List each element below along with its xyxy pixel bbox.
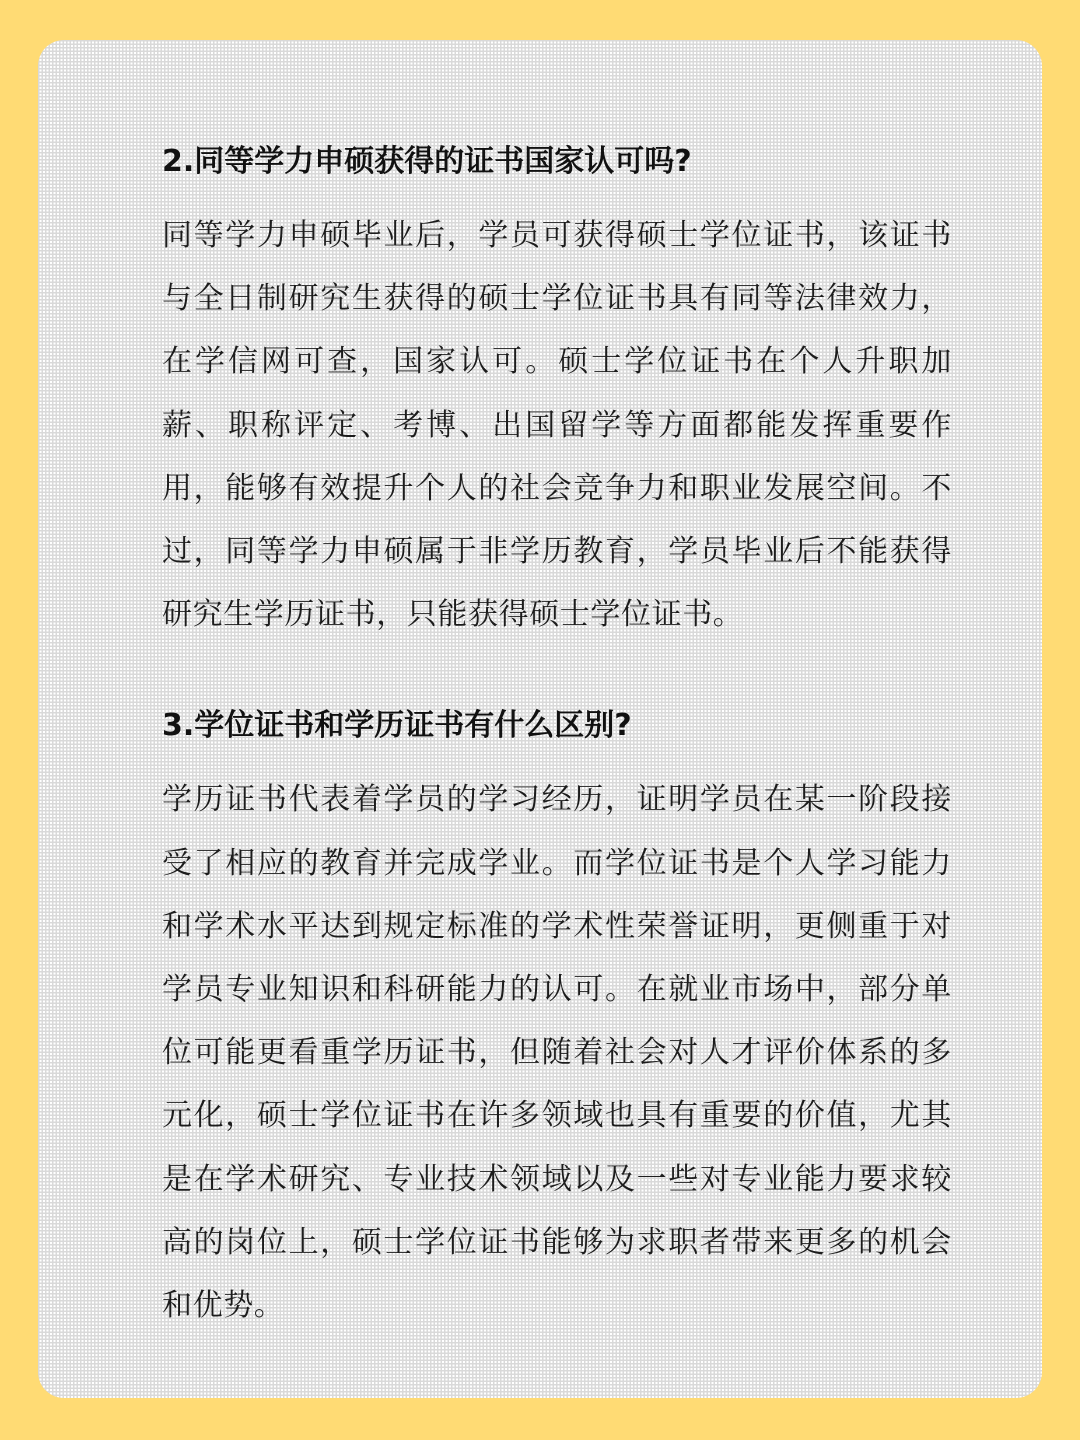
- faq-section-3: [162, 706, 952, 1337]
- section-body: 同等学力申硕毕业后，学员可获得硕士学位证书，该证书与全日制研究生获得的硕士学位证书具有同等法律效力，在学信网可查，国家认可。硕士学位证书在个人升职加薪、职称评定、考博、出国留学等方面都能发挥重要作用，能够有效提升个人的社会竞争力和职业发展空间。不过，同等学力申硕属于非学历教育，学员毕业后不能获得研究生学历证书，只能获得硕士学位证书。: [162, 218, 952, 633]
- article-content: [162, 142, 952, 1337]
- section-body: 学历证书代表着学员的学习经历，证明学员在某一阶段接受了相应的教育并完成学业。而学位证书是个人学习能力和学术水平达到规定标准的学术性荣誉证明，更侧重于对学员专业知识和科研能力的认可。在就业市场中，部分单位可能更看重学历证书，但随着社会对人才评价体系的多元化，硕士学位证书在许多领域也具有重要的价值，尤其是在学术研究、专业技术领域以及一些对专业能力要求较高的岗位上，硕士学位证书能够为求职者带来更多的机会和优势。: [162, 782, 952, 1324]
- faq-section-2: [162, 142, 952, 646]
- content-card: [38, 40, 1042, 1398]
- section-heading: 2.同等学力申硕获得的证书国家认可吗?: [162, 144, 692, 179]
- section-heading: 3.学位证书和学历证书有什么区别?: [162, 708, 632, 744]
